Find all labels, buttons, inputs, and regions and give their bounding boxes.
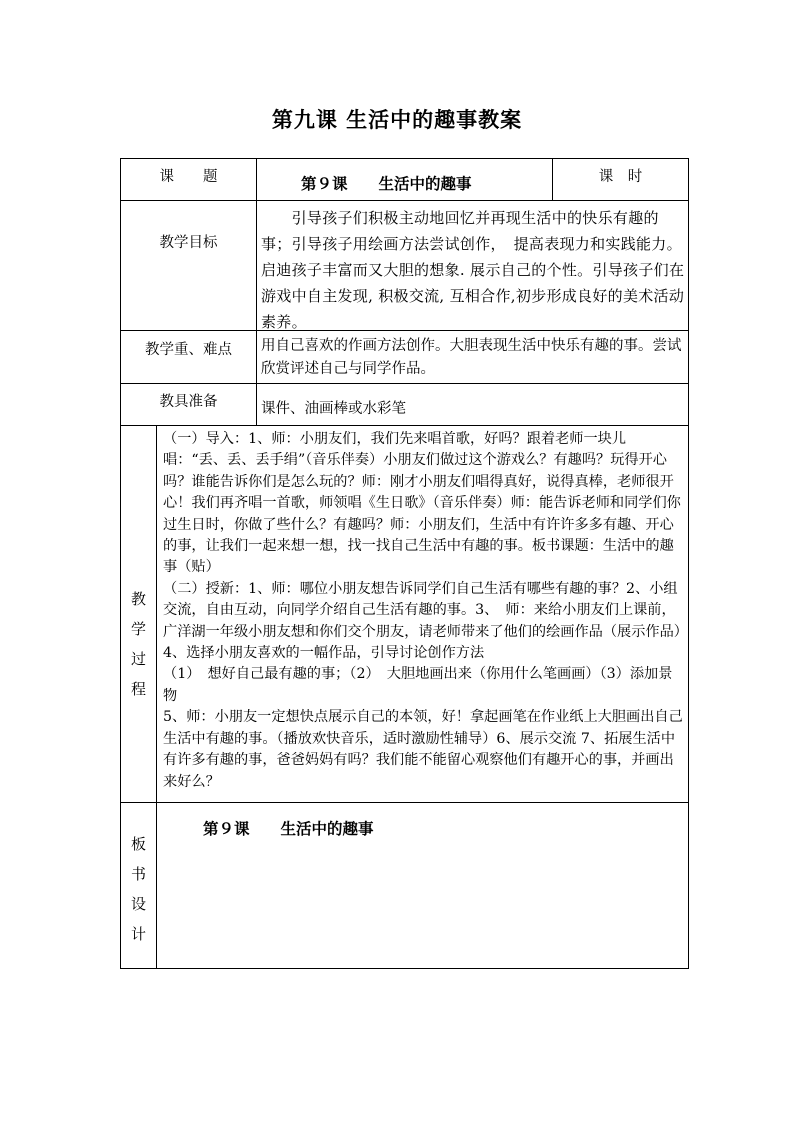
topic-value-cell (256, 158, 553, 201)
process-label-cell (120, 425, 157, 803)
document-title: 第九课 生活中的趣事教案 (271, 107, 523, 132)
tools-label: 教具准备 (159, 394, 218, 410)
objectives-cell (256, 200, 689, 331)
tools-label-cell (120, 383, 257, 426)
objectives-label-cell (120, 200, 257, 331)
board-cell (156, 802, 689, 969)
keypoints-cell (256, 330, 689, 384)
keypoints-label: 教学重、难点 (145, 342, 232, 358)
board-label-char: 书 (130, 865, 146, 883)
process-label-char: 过 (130, 650, 146, 668)
process-cell (156, 425, 689, 803)
process-paragraph: 4、选择小朋友喜欢的一幅作品，引导讨论创作方法 (163, 645, 485, 662)
process-paragraph: （二）授新：1、师：哪位小朋友想告诉同学们自己生活有哪些有趣的事？2、小组交流，自由互动，向同学介绍自己生活有趣的事。3、 师：来给小朋友们上课前，广洋湖一年级小朋友想和你们交个朋友，请老师带来了他们的绘画作品（展示作品） (163, 580, 688, 640)
period-label: 课 时 (598, 169, 643, 185)
process-label-char: 程 (130, 680, 146, 698)
topic-label: 课 题 (159, 169, 218, 185)
board-label-char: 设 (130, 895, 146, 913)
board-text: 第９课 生活中的趣事 (203, 819, 374, 838)
topic-label-cell (120, 158, 257, 201)
board-label-cell (120, 802, 157, 969)
topic-value: 第９课 生活中的趣事 (301, 174, 472, 193)
keypoints-text: 用自己喜欢的作画方法创作。大胆表现生活中快乐有趣的事。尝试欣赏评述自己与同学作品。 (261, 338, 682, 377)
process-paragraph: （一）导入：1、师：小朋友们，我们先来唱首歌，好吗？跟着老师一块儿唱：“丢、丢、丢手绢”（音乐伴奏）小朋友们做过这个游戏么？有趣吗？玩得开心吗？谁能告诉你们是怎么玩的？师：刚才小朋友们唱得真好，说得真棒，老师很开心！我们再齐唱一首歌，师领唱《生日歌》（音乐伴奏）师：能告诉老师和同学们你过生日时，你做了些什么？有趣吗？师：小朋友们，生活中有许许多多有趣、开心的事，让我们一起来想一想，找一找自己生活中有趣的事。板书课题：生活中的趣事（贴） (163, 431, 681, 576)
objectives-text: 引导孩子们积极主动地回忆并再现生活中的快乐有趣的事；引导孩子用绘画方法尝试创作， 提高表现力和实践能力。 启迪孩子丰富而又大胆的想象. 展示自己的个性。引导孩子们在游戏中自主发现, 积极交流, 互相合作,初步形成良好的美术活动素养。 (261, 209, 690, 331)
tools-cell (256, 383, 689, 426)
process-label-char: 教 (130, 590, 146, 608)
process-paragraph: 5、师：小朋友一定想快点展示自己的本领，好！拿起画笔在作业纸上大胆画出自己生活中有趣的事。（播放欢快音乐，适时激励性辅导）6、展示交流 7、拓展生活中有许多有趣的事，爸爸妈妈有吗？我们能不能留心观察他们有趣开心的事，并画出来好么？ (163, 709, 683, 790)
objectives-label: 教学目标 (159, 235, 218, 251)
period-label-cell (552, 158, 689, 201)
keypoints-label-cell (120, 330, 257, 384)
process-label-char: 学 (130, 620, 146, 638)
process-paragraph: （1） 想好自己最有趣的事；（2） 大胆地画出来（你用什么笔画画）（3）添加景物 (163, 666, 673, 704)
board-label-char: 板 (130, 835, 146, 853)
tools-text: 课件、油画棒或水彩笔 (261, 401, 406, 417)
board-label-char: 计 (130, 925, 146, 943)
